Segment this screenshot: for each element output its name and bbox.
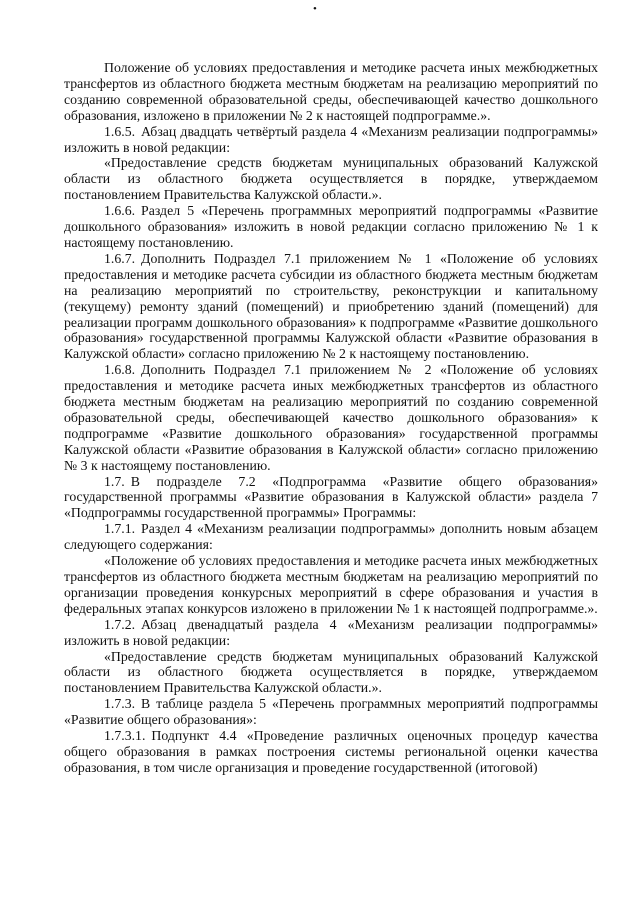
paragraph-1-7-3 — [64, 696, 598, 728]
paragraph-1-6-8 — [64, 362, 598, 473]
paragraph-number: 1.7.1. — [104, 521, 136, 537]
paragraph-number: 1.6.8. — [104, 362, 136, 378]
paragraph-1-6-6 — [64, 203, 598, 251]
paragraph-1-7 — [64, 474, 598, 522]
paragraph-number: 1.6.6. — [104, 203, 136, 219]
paragraph-text: В подразделе 7.2 «Подпрограмма «Развитие общего образования» государственной программы «Развитие образования в Калужской области» раздела 7 «Подпрограммы государственной программы» Программы: — [64, 473, 598, 521]
quote-paragraph — [64, 649, 598, 697]
quote-paragraph — [64, 553, 598, 617]
paragraph-text: Положение об условиях предоставления и методике расчета иных межбюджетных трансфертов из областного бюджета местным бюджетам на реализацию мероприятий по созданию современной образовательной среды, обеспечивающей качество дошкольного образования, изложено в приложении № 2 к настоящей подпрограмме.». — [64, 60, 598, 123]
paragraph-text: Дополнить Подраздел 7.1 приложением № 1 «Положение об условиях предоставления и методике расчета субсидии из областного бюджета местным бюджетам на реализацию мероприятий по строительству, реконструкции и капитальному (текущему) ремонту зданий (помещений) и приобретению зданий (помещений) для реализации программ дошкольного образования» к подпрограмме «Развитие дошкольного образования» государственной программы Калужской области «Развитие образования в Калужской области» согласно приложению № 2 к настоящему постановлению. — [64, 250, 598, 362]
paragraph-text: В таблице раздела 5 «Перечень программных мероприятий подпрограммы «Развитие общего образования»: — [64, 696, 598, 728]
paragraph-number: 1.6.7. — [104, 250, 136, 266]
paragraph-1-7-2 — [64, 617, 598, 649]
paragraph-number: 1.7.3.1. — [104, 728, 146, 744]
paragraph-1-7-3-1 — [64, 728, 598, 776]
paragraph-text: Дополнить Подраздел 7.1 приложением № 2 «Положение об условиях предоставления и методике расчета иных межбюджетных трансфертов из областного бюджета местным бюджетам на реализацию мероприятий по созданию современной образовательной среды, обеспечивающей качество дошкольного образования» к подпрограмме «Развитие дошкольного образования» государственной программы Калужской области «Развитие образования в Калужской области» согласно приложению № 3 к настоящему постановлению. — [64, 362, 598, 473]
paragraph-text: Абзац двенадцатый раздела 4 «Механизм реализации подпрограммы» изложить в новой редакции: — [64, 616, 598, 648]
paragraph-text: Раздел 5 «Перечень программных мероприятий подпрограммы «Развитие дошкольного образования» изложить в новой редакции согласно приложению № 1 к настоящему постановлению. — [64, 203, 598, 250]
paragraph-1-6-7 — [64, 251, 598, 362]
paragraph-number: 1.7.2. — [104, 616, 136, 632]
paragraph-text: «Положение об условиях предоставления и методике расчета иных межбюджетных трансфертов из областного бюджета местным бюджетам на реализацию мероприятий по организации проведения конкурсных мероприятий в сфере образования и участия в федеральных этапах конкурсов изложено в приложении № 1 к настоящей подпрограмме.». — [64, 553, 598, 616]
top-mark: • — [313, 3, 317, 15]
paragraph-number: 1.7. — [104, 473, 125, 489]
paragraph-1-7-1 — [64, 521, 598, 553]
paragraph-text: «Предоставление средств бюджетам муниципальных образований Калужской области из областного бюджета осуществляется в порядке, утверждаемом постановлением Правительства Калужской области.». — [64, 648, 598, 696]
paragraph-number: 1.6.5. — [104, 123, 136, 139]
paragraph-text: Подпункт 4.4 «Проведение различных оценочных процедур качества общего образования в рамках построения системы региональной оценки качества образования, в том числе организация и проведение государственной (итоговой) — [64, 728, 598, 775]
paragraph-text: Абзац двадцать четвёртый раздела 4 «Механизм реализации подпрограммы» изложить в новой редакции: — [64, 123, 598, 155]
quote-paragraph — [64, 155, 598, 203]
paragraph-1 — [64, 60, 598, 124]
paragraph-number: 1.7.3. — [104, 696, 136, 712]
paragraph-text: «Предоставление средств бюджетам муниципальных образований Калужской области из областного бюджета осуществляется в порядке, утверждаемом постановлением Правительства Калужской области.». — [64, 155, 598, 203]
paragraph-text: Раздел 4 «Механизм реализации подпрограммы» дополнить новым абзацем следующего содержания: — [64, 521, 598, 553]
document-body — [64, 60, 598, 776]
paragraph-1-6-5 — [64, 124, 598, 156]
